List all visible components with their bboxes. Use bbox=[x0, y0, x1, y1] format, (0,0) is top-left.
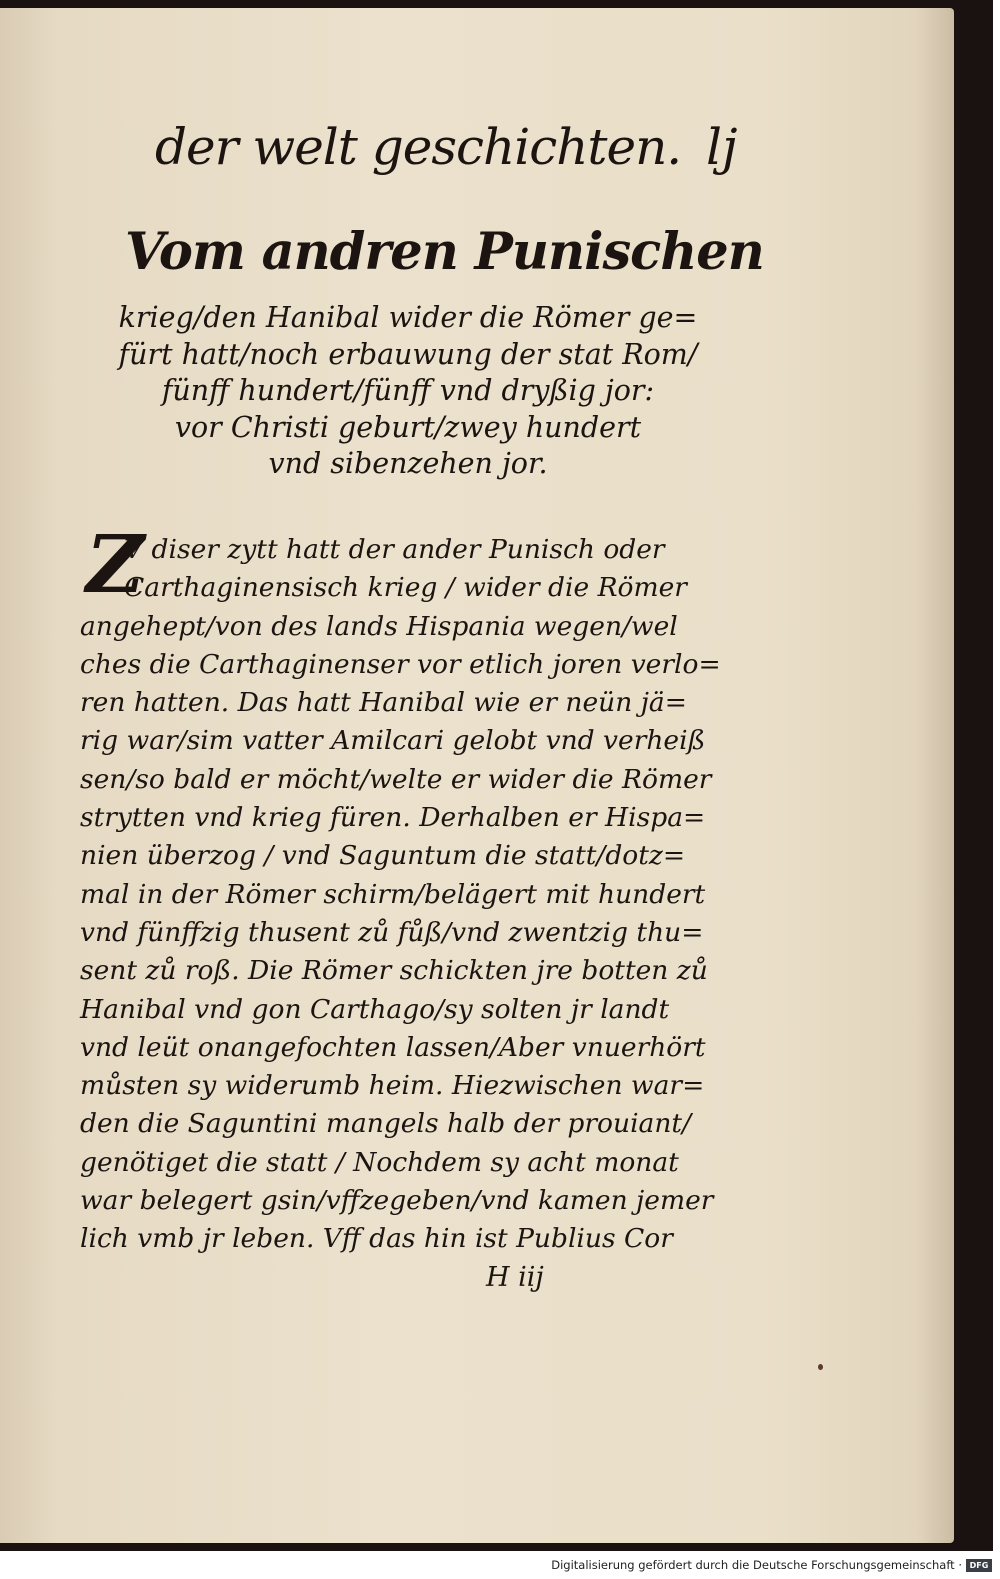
subheading-line: fürt hatt/noch erbauwung der stat Rom/ bbox=[118, 337, 698, 371]
body-line: Carthaginensisch krieg / wider die Römer bbox=[124, 572, 687, 604]
subheading-line: fünff hundert/fünff vnd dryßig jor: bbox=[161, 374, 655, 407]
dfg-logo: DFG bbox=[966, 1559, 992, 1572]
footer-bar bbox=[0, 1551, 1000, 1579]
body-line: vnd fünffzig thusent zů fůß/vnd zwentzig thu= bbox=[80, 916, 704, 948]
chapter-subheading bbox=[118, 300, 698, 483]
footer-credit: Digitalisierung gefördert durch die Deutsche Forschungsgemeinschaft · bbox=[551, 1558, 962, 1572]
body-line: strytten vnd krieg füren. Derhalben er Hispa= bbox=[80, 802, 706, 834]
signature-mark: H iij bbox=[486, 1262, 544, 1293]
drop-initial: Z bbox=[86, 517, 145, 611]
chapter-heading: Vom andren Punischen bbox=[125, 222, 764, 282]
body-line: lich vmb jr leben. Vff das hin ist Publius Cor bbox=[80, 1223, 673, 1255]
subheading-line: vor Christi geburt/zwey hundert bbox=[174, 410, 642, 444]
body-line: war belegert gsin/vffzegeben/vnd kamen jemer bbox=[80, 1185, 714, 1217]
body-line: mal in der Römer schirm/belägert mit hundert bbox=[80, 878, 706, 910]
subheading-line: krieg/den Hanibal wider die Römer ge= bbox=[118, 301, 698, 334]
paper-speck bbox=[818, 1364, 823, 1370]
body-line: Hanibal vnd gon Carthago/sy solten jr landt bbox=[80, 993, 670, 1025]
body-line: sen/so bald er möcht/welte er wider die Römer bbox=[80, 763, 712, 795]
body-line: můsten sy widerumb heim. Hiezwischen war= bbox=[80, 1070, 705, 1102]
body-line: genötiget die statt / Nochdem sy acht monat bbox=[80, 1146, 679, 1178]
body-line: V diser zytt hatt der ander Punisch oder bbox=[124, 534, 665, 565]
body-line: ren hatten. Das hatt Hanibal wie er neün jä= bbox=[80, 687, 687, 719]
running-head: der welt geschichten. bbox=[155, 118, 682, 176]
body-line: angehept/von des lands Hispania wegen/wel bbox=[80, 610, 678, 642]
body-line: ches die Carthaginenser vor etlich joren verlo= bbox=[80, 648, 721, 680]
body-line: nien überzog / vnd Saguntum die statt/dotz= bbox=[80, 840, 686, 872]
body-line: rig war/sim vatter Amilcari gelobt vnd verheiß bbox=[80, 725, 706, 757]
body-line: den die Saguntini mangels halb der prouiant/ bbox=[80, 1108, 692, 1140]
folio-number: lj bbox=[706, 118, 738, 176]
subheading-line: vnd sibenzehen jor. bbox=[268, 447, 548, 480]
body-line: vnd leüt onangefochten lassen/Aber vnuerhört bbox=[80, 1031, 706, 1063]
body-paragraph bbox=[80, 531, 721, 1259]
body-line: sent zů roß. Die Römer schickten jre botten zů bbox=[80, 955, 708, 987]
